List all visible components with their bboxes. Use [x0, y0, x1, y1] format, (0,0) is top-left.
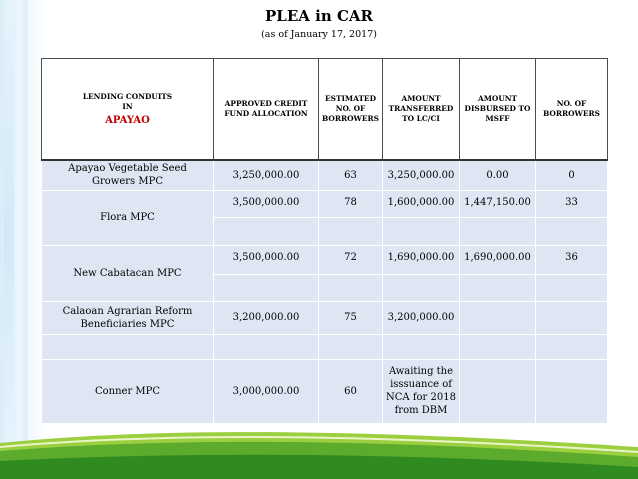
cell-conduit-name: Conner MPC [42, 359, 214, 423]
header-region-apayao: APAYAO [105, 115, 150, 126]
header-lending-conduits [42, 59, 214, 161]
empty-cell [214, 217, 319, 245]
table-row [42, 190, 608, 217]
cell-approved: 3,000,000.00 [214, 359, 319, 423]
cell-disbursed [460, 359, 536, 423]
empty-cell [214, 274, 319, 301]
cell-borrowers: 36 [536, 245, 608, 274]
cell-borrowers: 33 [536, 190, 608, 217]
cell-estimated: 78 [319, 190, 383, 217]
cell-estimated: 60 [319, 359, 383, 423]
cell-approved: 3,200,000.00 [214, 301, 319, 334]
bottom-green-wave [0, 417, 638, 479]
header-amount-transferred: AMOUNT TRANSFERRED TO LC/CI [383, 59, 460, 161]
cell-transferred: 3,200,000.00 [383, 301, 460, 334]
empty-cell [319, 274, 383, 301]
cell-transferred: 1,690,000.00 [383, 245, 460, 274]
empty-cell [42, 334, 214, 359]
cell-estimated: 72 [319, 245, 383, 274]
cell-estimated: 75 [319, 301, 383, 334]
cell-conduit-name: New Cabatacan MPC [42, 245, 214, 301]
cell-borrowers [536, 359, 608, 423]
table-header-row [42, 59, 608, 161]
empty-cell [214, 334, 319, 359]
plea-table [41, 58, 608, 424]
table-row [42, 245, 608, 274]
cell-transferred: 1,600,000.00 [383, 190, 460, 217]
header-conduits-line2: IN [122, 102, 133, 111]
empty-cell [460, 274, 536, 301]
cell-estimated: 63 [319, 160, 383, 190]
cell-transferred: 3,250,000.00 [383, 160, 460, 190]
cell-disbursed: 1,447,150.00 [460, 190, 536, 217]
cell-disbursed: 1,690,000.00 [460, 245, 536, 274]
slide-title: PLEA in CAR [265, 7, 373, 25]
cell-disbursed [460, 301, 536, 334]
empty-cell [460, 217, 536, 245]
cell-approved: 3,500,000.00 [214, 245, 319, 274]
cell-approved: 3,250,000.00 [214, 160, 319, 190]
cell-conduit-name: Flora MPC [42, 190, 214, 245]
cell-transferred: Awaiting the isssuance of NCA for 2018 from DBM [383, 359, 460, 423]
header-approved-credit: APPROVED CREDIT FUND ALLOCATION [214, 59, 319, 161]
empty-cell [383, 274, 460, 301]
table-row [42, 160, 608, 190]
header-no-borrowers: NO. OF BORROWERS [536, 59, 608, 161]
cell-conduit-name: Apayao Vegetable Seed Growers MPC [42, 160, 214, 190]
slide-subtitle: (as of January 17, 2017) [261, 29, 377, 40]
empty-cell [319, 334, 383, 359]
empty-cell [536, 274, 608, 301]
empty-cell [460, 334, 536, 359]
empty-cell [383, 334, 460, 359]
empty-cell [536, 334, 608, 359]
cell-conduit-name: Calaoan Agrarian Reform Beneficiaries MPC [42, 301, 214, 334]
cell-disbursed: 0.00 [460, 160, 536, 190]
empty-cell [383, 217, 460, 245]
header-amount-disbursed: AMOUNT DISBURSED TO MSFF [460, 59, 536, 161]
header-estimated-borrowers: ESTIMATED NO. OF BORROWERS [319, 59, 383, 161]
header-conduits-line1: LENDING CONDUITS [82, 92, 173, 101]
empty-cell [319, 217, 383, 245]
table-row [42, 359, 608, 423]
cell-borrowers [536, 301, 608, 334]
cell-approved: 3,500,000.00 [214, 190, 319, 217]
cell-borrowers: 0 [536, 160, 608, 190]
table-row [42, 301, 608, 334]
empty-cell [536, 217, 608, 245]
table-row-spacer [42, 334, 608, 359]
